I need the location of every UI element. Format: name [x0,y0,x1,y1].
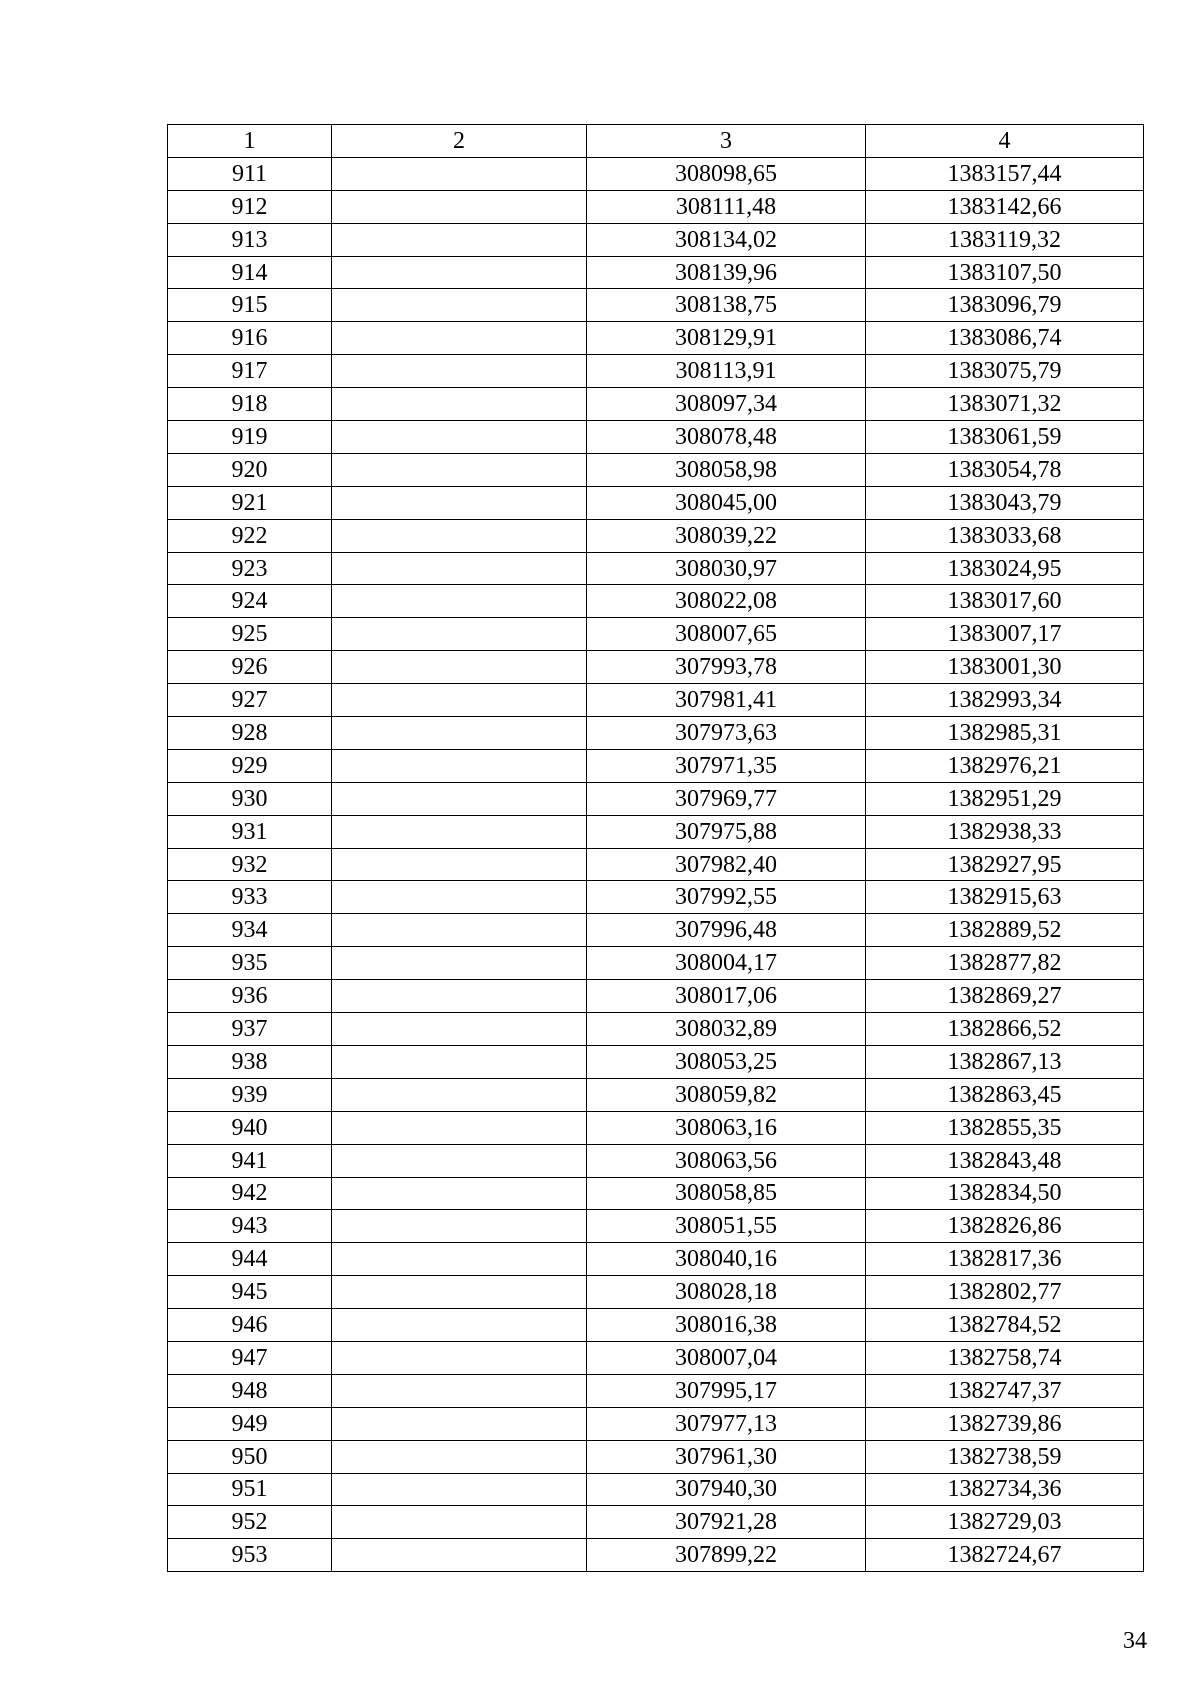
table-row [168,1506,1144,1539]
table-row [168,157,1144,190]
point-number: 929 [168,749,332,782]
table-row [168,749,1144,782]
table-row [168,388,1144,421]
table-row [168,519,1144,552]
coordinate-y: 1382869,27 [866,980,1144,1013]
column-header-1: 1 [168,125,332,158]
table-body [168,157,1144,1571]
coordinate-y: 1383033,68 [866,519,1144,552]
point-number: 933 [168,881,332,914]
cell-blank [332,1539,587,1572]
coordinate-x: 308063,56 [587,1144,866,1177]
coordinate-x: 307993,78 [587,651,866,684]
cell-blank [332,618,587,651]
cell-blank [332,322,587,355]
coordinate-y: 1383043,79 [866,486,1144,519]
cell-blank [332,848,587,881]
point-number: 918 [168,388,332,421]
coordinate-x: 307971,35 [587,749,866,782]
cell-blank [332,289,587,322]
table-row [168,881,1144,914]
coordinate-y: 1382729,03 [866,1506,1144,1539]
table-row [168,289,1144,322]
coordinate-x: 308113,91 [587,355,866,388]
coordinates-table [167,124,1144,1572]
point-number: 923 [168,552,332,585]
table-row [168,1111,1144,1144]
coordinate-x: 308078,48 [587,421,866,454]
point-number: 948 [168,1374,332,1407]
point-number: 928 [168,717,332,750]
coordinate-x: 308138,75 [587,289,866,322]
coordinate-x: 308051,55 [587,1210,866,1243]
coordinate-x: 308134,02 [587,223,866,256]
coordinate-x: 307996,48 [587,914,866,947]
point-number: 925 [168,618,332,651]
coordinate-x: 308058,98 [587,453,866,486]
coordinate-y: 1382784,52 [866,1309,1144,1342]
cell-blank [332,815,587,848]
coordinate-y: 1382915,63 [866,881,1144,914]
coordinate-x: 308032,89 [587,1013,866,1046]
table-row [168,1374,1144,1407]
table-row [168,552,1144,585]
coordinate-y: 1382927,95 [866,848,1144,881]
coordinate-x: 308058,85 [587,1177,866,1210]
point-number: 912 [168,190,332,223]
coordinate-y: 1383075,79 [866,355,1144,388]
table-row [168,914,1144,947]
coordinate-x: 308053,25 [587,1045,866,1078]
point-number: 938 [168,1045,332,1078]
coordinate-y: 1383007,17 [866,618,1144,651]
table-row [168,1045,1144,1078]
coordinate-x: 307982,40 [587,848,866,881]
point-number: 944 [168,1243,332,1276]
cell-blank [332,552,587,585]
coordinate-y: 1383071,32 [866,388,1144,421]
table-row [168,1309,1144,1342]
point-number: 924 [168,585,332,618]
point-number: 932 [168,848,332,881]
coordinate-y: 1383024,95 [866,552,1144,585]
cell-blank [332,717,587,750]
cell-blank [332,223,587,256]
coordinate-y: 1383086,74 [866,322,1144,355]
table-row [168,1407,1144,1440]
coordinate-x: 308045,00 [587,486,866,519]
cell-blank [332,914,587,947]
coordinate-x: 307940,30 [587,1473,866,1506]
coordinate-x: 308111,48 [587,190,866,223]
coordinate-y: 1382863,45 [866,1078,1144,1111]
coordinate-y: 1382734,36 [866,1473,1144,1506]
point-number: 920 [168,453,332,486]
cell-blank [332,157,587,190]
point-number: 949 [168,1407,332,1440]
cell-blank [332,1506,587,1539]
cell-blank [332,1309,587,1342]
cell-blank [332,585,587,618]
table-row [168,1210,1144,1243]
coordinate-y: 1382758,74 [866,1341,1144,1374]
point-number: 921 [168,486,332,519]
point-number: 931 [168,815,332,848]
coordinate-y: 1383142,66 [866,190,1144,223]
cell-blank [332,881,587,914]
table-row [168,651,1144,684]
table-row [168,322,1144,355]
table-row [168,1013,1144,1046]
cell-blank [332,980,587,1013]
column-header-3: 3 [587,125,866,158]
table-row [168,1473,1144,1506]
table-row [168,782,1144,815]
cell-blank [332,749,587,782]
coordinate-y: 1382866,52 [866,1013,1144,1046]
point-number: 951 [168,1473,332,1506]
coordinate-y: 1383001,30 [866,651,1144,684]
column-header-2: 2 [332,125,587,158]
point-number: 950 [168,1440,332,1473]
coordinate-x: 307995,17 [587,1374,866,1407]
cell-blank [332,1341,587,1374]
table-row [168,1144,1144,1177]
table-row [168,717,1144,750]
point-number: 916 [168,322,332,355]
coordinate-x: 308028,18 [587,1276,866,1309]
coordinate-x: 308007,04 [587,1341,866,1374]
coordinate-x: 307992,55 [587,881,866,914]
table-row [168,684,1144,717]
coordinate-y: 1383119,32 [866,223,1144,256]
cell-blank [332,1177,587,1210]
point-number: 942 [168,1177,332,1210]
page-number: 34 [1123,1628,1147,1654]
coordinate-x: 307977,13 [587,1407,866,1440]
cell-blank [332,684,587,717]
coordinate-x: 307969,77 [587,782,866,815]
table-row [168,1276,1144,1309]
point-number: 914 [168,256,332,289]
table-row [168,1440,1144,1473]
table-row [168,256,1144,289]
cell-blank [332,421,587,454]
cell-blank [332,1144,587,1177]
table-row [168,848,1144,881]
coordinate-x: 308063,16 [587,1111,866,1144]
point-number: 927 [168,684,332,717]
table-header [168,125,1144,158]
coordinate-x: 308030,97 [587,552,866,585]
point-number: 919 [168,421,332,454]
table-row [168,815,1144,848]
point-number: 922 [168,519,332,552]
coordinate-x: 307899,22 [587,1539,866,1572]
point-number: 946 [168,1309,332,1342]
table-row [168,1177,1144,1210]
cell-blank [332,1407,587,1440]
coordinate-x: 307981,41 [587,684,866,717]
coordinate-x: 308022,08 [587,585,866,618]
cell-blank [332,782,587,815]
table-row [168,1539,1144,1572]
cell-blank [332,453,587,486]
point-number: 934 [168,914,332,947]
cell-blank [332,256,587,289]
coordinate-y: 1382951,29 [866,782,1144,815]
coordinate-y: 1382724,67 [866,1539,1144,1572]
coordinate-x: 308097,34 [587,388,866,421]
point-number: 930 [168,782,332,815]
coordinate-y: 1382817,36 [866,1243,1144,1276]
coordinate-y: 1382834,50 [866,1177,1144,1210]
cell-blank [332,1473,587,1506]
point-number: 917 [168,355,332,388]
coordinate-x: 308007,65 [587,618,866,651]
point-number: 953 [168,1539,332,1572]
coordinate-x: 307921,28 [587,1506,866,1539]
table-row [168,421,1144,454]
coordinate-x: 308098,65 [587,157,866,190]
coordinate-y: 1383061,59 [866,421,1144,454]
coordinate-y: 1382826,86 [866,1210,1144,1243]
cell-blank [332,519,587,552]
coordinate-y: 1383054,78 [866,453,1144,486]
cell-blank [332,1243,587,1276]
coordinate-x: 308139,96 [587,256,866,289]
cell-blank [332,651,587,684]
table-row [168,618,1144,651]
table-row [168,190,1144,223]
coordinate-y: 1382843,48 [866,1144,1144,1177]
point-number: 937 [168,1013,332,1046]
coordinate-y: 1382739,86 [866,1407,1144,1440]
column-header-4: 4 [866,125,1144,158]
table-row [168,1243,1144,1276]
point-number: 935 [168,947,332,980]
coordinate-y: 1382855,35 [866,1111,1144,1144]
table-row [168,1341,1144,1374]
point-number: 913 [168,223,332,256]
point-number: 911 [168,157,332,190]
cell-blank [332,190,587,223]
coordinate-y: 1383096,79 [866,289,1144,322]
coordinate-y: 1382889,52 [866,914,1144,947]
table-row [168,355,1144,388]
cell-blank [332,947,587,980]
coordinate-x: 307973,63 [587,717,866,750]
coordinate-x: 307975,88 [587,815,866,848]
cell-blank [332,1374,587,1407]
point-number: 947 [168,1341,332,1374]
point-number: 926 [168,651,332,684]
point-number: 941 [168,1144,332,1177]
point-number: 939 [168,1078,332,1111]
coordinate-y: 1382867,13 [866,1045,1144,1078]
coordinate-x: 308016,38 [587,1309,866,1342]
cell-blank [332,1078,587,1111]
cell-blank [332,1210,587,1243]
cell-blank [332,1013,587,1046]
point-number: 945 [168,1276,332,1309]
coordinate-x: 308017,06 [587,980,866,1013]
coordinate-y: 1382738,59 [866,1440,1144,1473]
coordinate-x: 308004,17 [587,947,866,980]
table-row [168,486,1144,519]
coordinate-y: 1382747,37 [866,1374,1144,1407]
cell-blank [332,486,587,519]
coordinate-y: 1383157,44 [866,157,1144,190]
header-row [168,125,1144,158]
coordinate-x: 308059,82 [587,1078,866,1111]
table-row [168,585,1144,618]
coordinate-y: 1382938,33 [866,815,1144,848]
coordinate-y: 1383017,60 [866,585,1144,618]
coordinate-y: 1382993,34 [866,684,1144,717]
cell-blank [332,355,587,388]
point-number: 915 [168,289,332,322]
cell-blank [332,1111,587,1144]
coordinate-x: 308040,16 [587,1243,866,1276]
coordinate-y: 1382802,77 [866,1276,1144,1309]
table-row [168,980,1144,1013]
coordinate-y: 1383107,50 [866,256,1144,289]
coordinate-y: 1382976,21 [866,749,1144,782]
cell-blank [332,388,587,421]
cell-blank [332,1276,587,1309]
coordinate-x: 307961,30 [587,1440,866,1473]
table-row [168,223,1144,256]
cell-blank [332,1045,587,1078]
point-number: 940 [168,1111,332,1144]
table-row [168,947,1144,980]
coordinate-y: 1382877,82 [866,947,1144,980]
coordinate-x: 308129,91 [587,322,866,355]
coordinate-x: 308039,22 [587,519,866,552]
coordinate-y: 1382985,31 [866,717,1144,750]
cell-blank [332,1440,587,1473]
point-number: 943 [168,1210,332,1243]
point-number: 936 [168,980,332,1013]
table-row [168,1078,1144,1111]
point-number: 952 [168,1506,332,1539]
table-row [168,453,1144,486]
